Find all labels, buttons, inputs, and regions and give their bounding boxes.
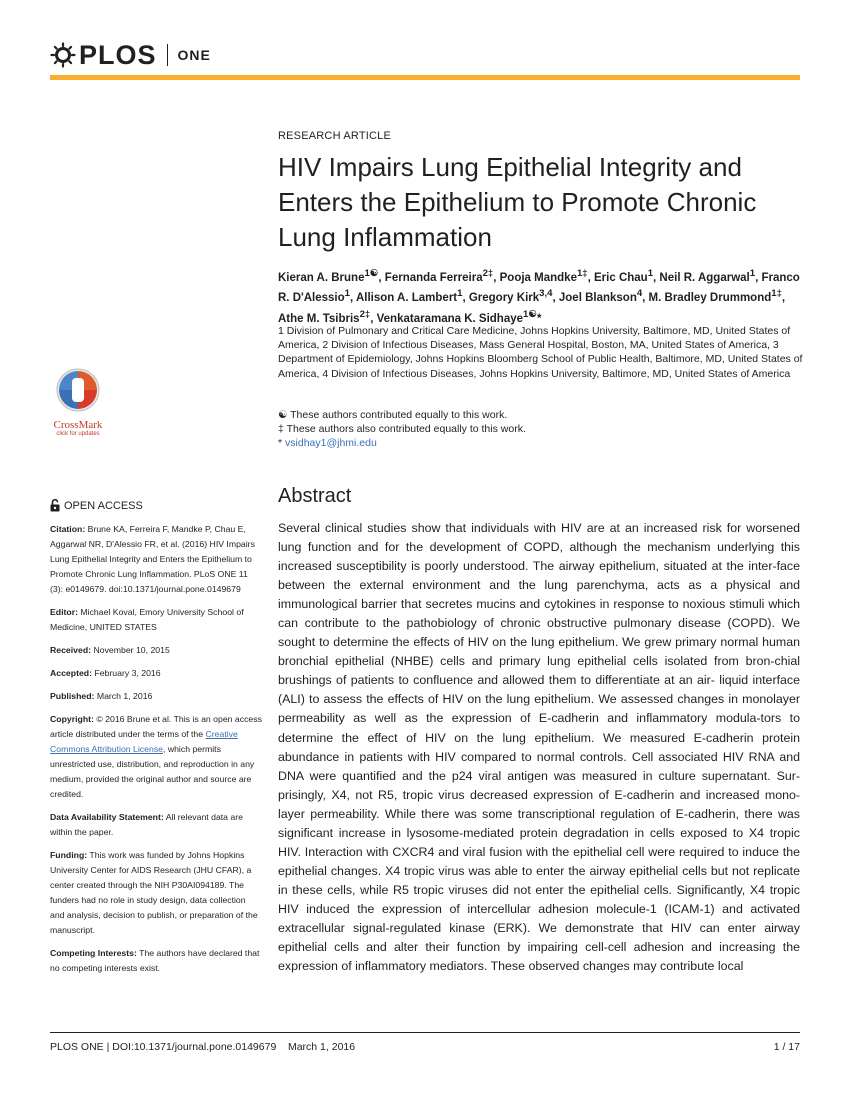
crossmark-label: CrossMark bbox=[53, 419, 103, 431]
author-notes bbox=[278, 408, 806, 450]
plos-one-logo[interactable] bbox=[50, 40, 211, 70]
license-link[interactable]: Creative Commons Attribution License bbox=[50, 729, 238, 754]
competing-interests: Competing Interests: The authors have declared that no competing interests exist. bbox=[50, 948, 260, 973]
copyright: Copyright: © 2016 Brune et al. This is an open access article distributed under the terms of the Creative Commons Attribution License, which permits unrestricted use, distribution, and reproduction in any medium, provided the original author and source are credited. bbox=[50, 714, 262, 799]
open-access-badge bbox=[50, 499, 143, 512]
header-accent-bar bbox=[50, 75, 800, 80]
author-list: Kieran A. Brune$^{1☯}$, Fernanda Ferreira$^{2\ddagger}$, Pooja Mandke$^{1\ddagger}$, Eric Chau$^1$, Neil R. Aggarwal$^1$, Franco R. D'Alessio$^1$, Allison A. Lambert$^1$, Gregory Kirk$^{3,4}$, Joel Blankson$^4$, M. Bradley Drummond$^{1\ddagger}$, Athe M. Tsibris$^{2\ddagger}$, Venkataramana K. Sidhaye$^{1☯}$* bbox=[278, 268, 800, 325]
published-date: Published: March 1, 2016 bbox=[50, 691, 153, 701]
page-number: 1 / 17 bbox=[773, 1041, 800, 1053]
accepted-date: Accepted: February 3, 2016 bbox=[50, 668, 161, 678]
corresponding-author: * vsidhay1@jhmi.edu bbox=[278, 437, 377, 449]
received-date: Received: November 10, 2015 bbox=[50, 645, 170, 655]
data-availability: Data Availability Statement: All relevant data are within the paper. bbox=[50, 812, 243, 837]
crossmark-sublabel: click for updates bbox=[56, 431, 100, 437]
open-lock-icon bbox=[50, 499, 60, 512]
logo-divider bbox=[167, 44, 168, 66]
corresponding-email-link[interactable]: vsidhay1@jhmi.edu bbox=[285, 437, 377, 449]
plos-wordmark: PLOS bbox=[79, 39, 157, 70]
article-title: HIV Impairs Lung Epithelial Integrity and Enters the Epithelium to Promote Chronic Lung Inflammation bbox=[278, 152, 757, 252]
article-info-sidebar bbox=[50, 522, 262, 984]
journal-name: ONE bbox=[177, 47, 211, 63]
article-type: RESEARCH ARTICLE bbox=[278, 130, 392, 142]
open-access-label: OPEN ACCESS bbox=[64, 499, 143, 512]
footer-rule bbox=[50, 1032, 800, 1033]
footer-citation: PLOS ONE | DOI:10.1371/journal.pone.0149679 March 1, 2016 bbox=[50, 1041, 356, 1053]
abstract-text: Several clinical studies show that individuals with HIV are at an increased risk for worsened lung function and for the development of COPD, although the mechanism underlying this increased susceptibility is poorly understood. The airway epithelium, situated at the inter-face between the external environment and the lung parenchyma, acts as a physical and immunological barrier that secretes mucins and cytokines in response to noxious stimuli which can contribute to the pathobiology of chronic obstructive pulmonary disease (COPD). We sought to determine the effects of HIV on the lung epithelium. We grew primary normal human bronchial epithelial (NHBE) cells and primary lung epithelial cells isolated from bron-chial brushings of patients to confluence and allowed them to differentiate at an air- liquid interface (ALI) to assess the effects of HIV on the lung epithelium. We assessed changes in monolayer permeability as well as the expression of E-cadherin and inflammatory modula-tors to determine the effect of HIV on the lung epithelium. We measured E-cadherin protein abundance in patients with HIV compared to normal controls. Cell associated HIV RNA and DNA were quantified and the p24 viral antigen was measured in culture supernatant. Sur-prisingly, X4, not R5, tropic virus decreased expression of E-cadherin and increased mono-layer permeability. While there was some transcriptional regulation of E-cadherin, there was significant increase in lysosome-mediated protein degradation in cells exposed to X4 tropic HIV. Interaction with CXCR4 and viral fusion with the epithelial cell were required to induce the epithelial changes. X4 tropic virus was able to enter the airway epithelial cells but not replicate in these cells, while R5 tropic viruses did not enter the epithelial cells. Significantly, X4 tropic HIV induced the expression of intercellular adhesion molecule-1 (ICAM-1) and activated extracellular signal-regulated kinase (ERK). We demonstrate that HIV can enter airway epithelial cells and alter their function by impairing cell-cell adhesion and increasing the expression of inflammatory mediators. These observed changes may contribute local bbox=[278, 521, 800, 974]
affiliations: 1 Division of Pulmonary and Critical Care Medicine, Johns Hopkins University, Baltimore, MD, United States of America, 2 Division of Infectious Diseases, Mass General Hospital, Boston, MA, United States of America, 3 Department of Epidemiology, Johns Hopkins Bloomberg School of Public Health, Baltimore, MD, United States of America, 4 Division of Infectious Diseases, Johns Hopkins University, Baltimore, MD, United States of America bbox=[278, 325, 803, 380]
citation: Citation: Brune KA, Ferreira F, Mandke P, Chau E, Aggarwal NR, D'Alessio FR, et al. (2016) HIV Impairs Lung Epithelial Integrity and Enters the Epithelium to Promote Chronic Lung Inflammation. PLoS ONE 11 (3): e0149679. doi:10.1371/journal.pone.0149679 bbox=[50, 524, 255, 594]
also-contribution-note: ‡ These authors also contributed equally to this work. bbox=[278, 423, 526, 435]
editor: Editor: Michael Koval, Emory University School of Medicine, UNITED STATES bbox=[50, 607, 244, 632]
funding: Funding: This work was funded by Johns Hopkins University Center for AIDS Research (JHU CFAR), a center created through the NIH P30AI094189. The funders had no role in study design, data collection and analysis, decision to publish, or preparation of the manuscript. bbox=[50, 850, 258, 935]
crossmark-icon bbox=[50, 368, 106, 414]
equal-contribution-note: ☯ These authors contributed equally to this work. bbox=[278, 409, 508, 421]
crossmark-badge[interactable] bbox=[50, 368, 106, 437]
abstract-heading: Abstract bbox=[278, 485, 352, 507]
plos-sunburst-icon bbox=[50, 42, 76, 68]
